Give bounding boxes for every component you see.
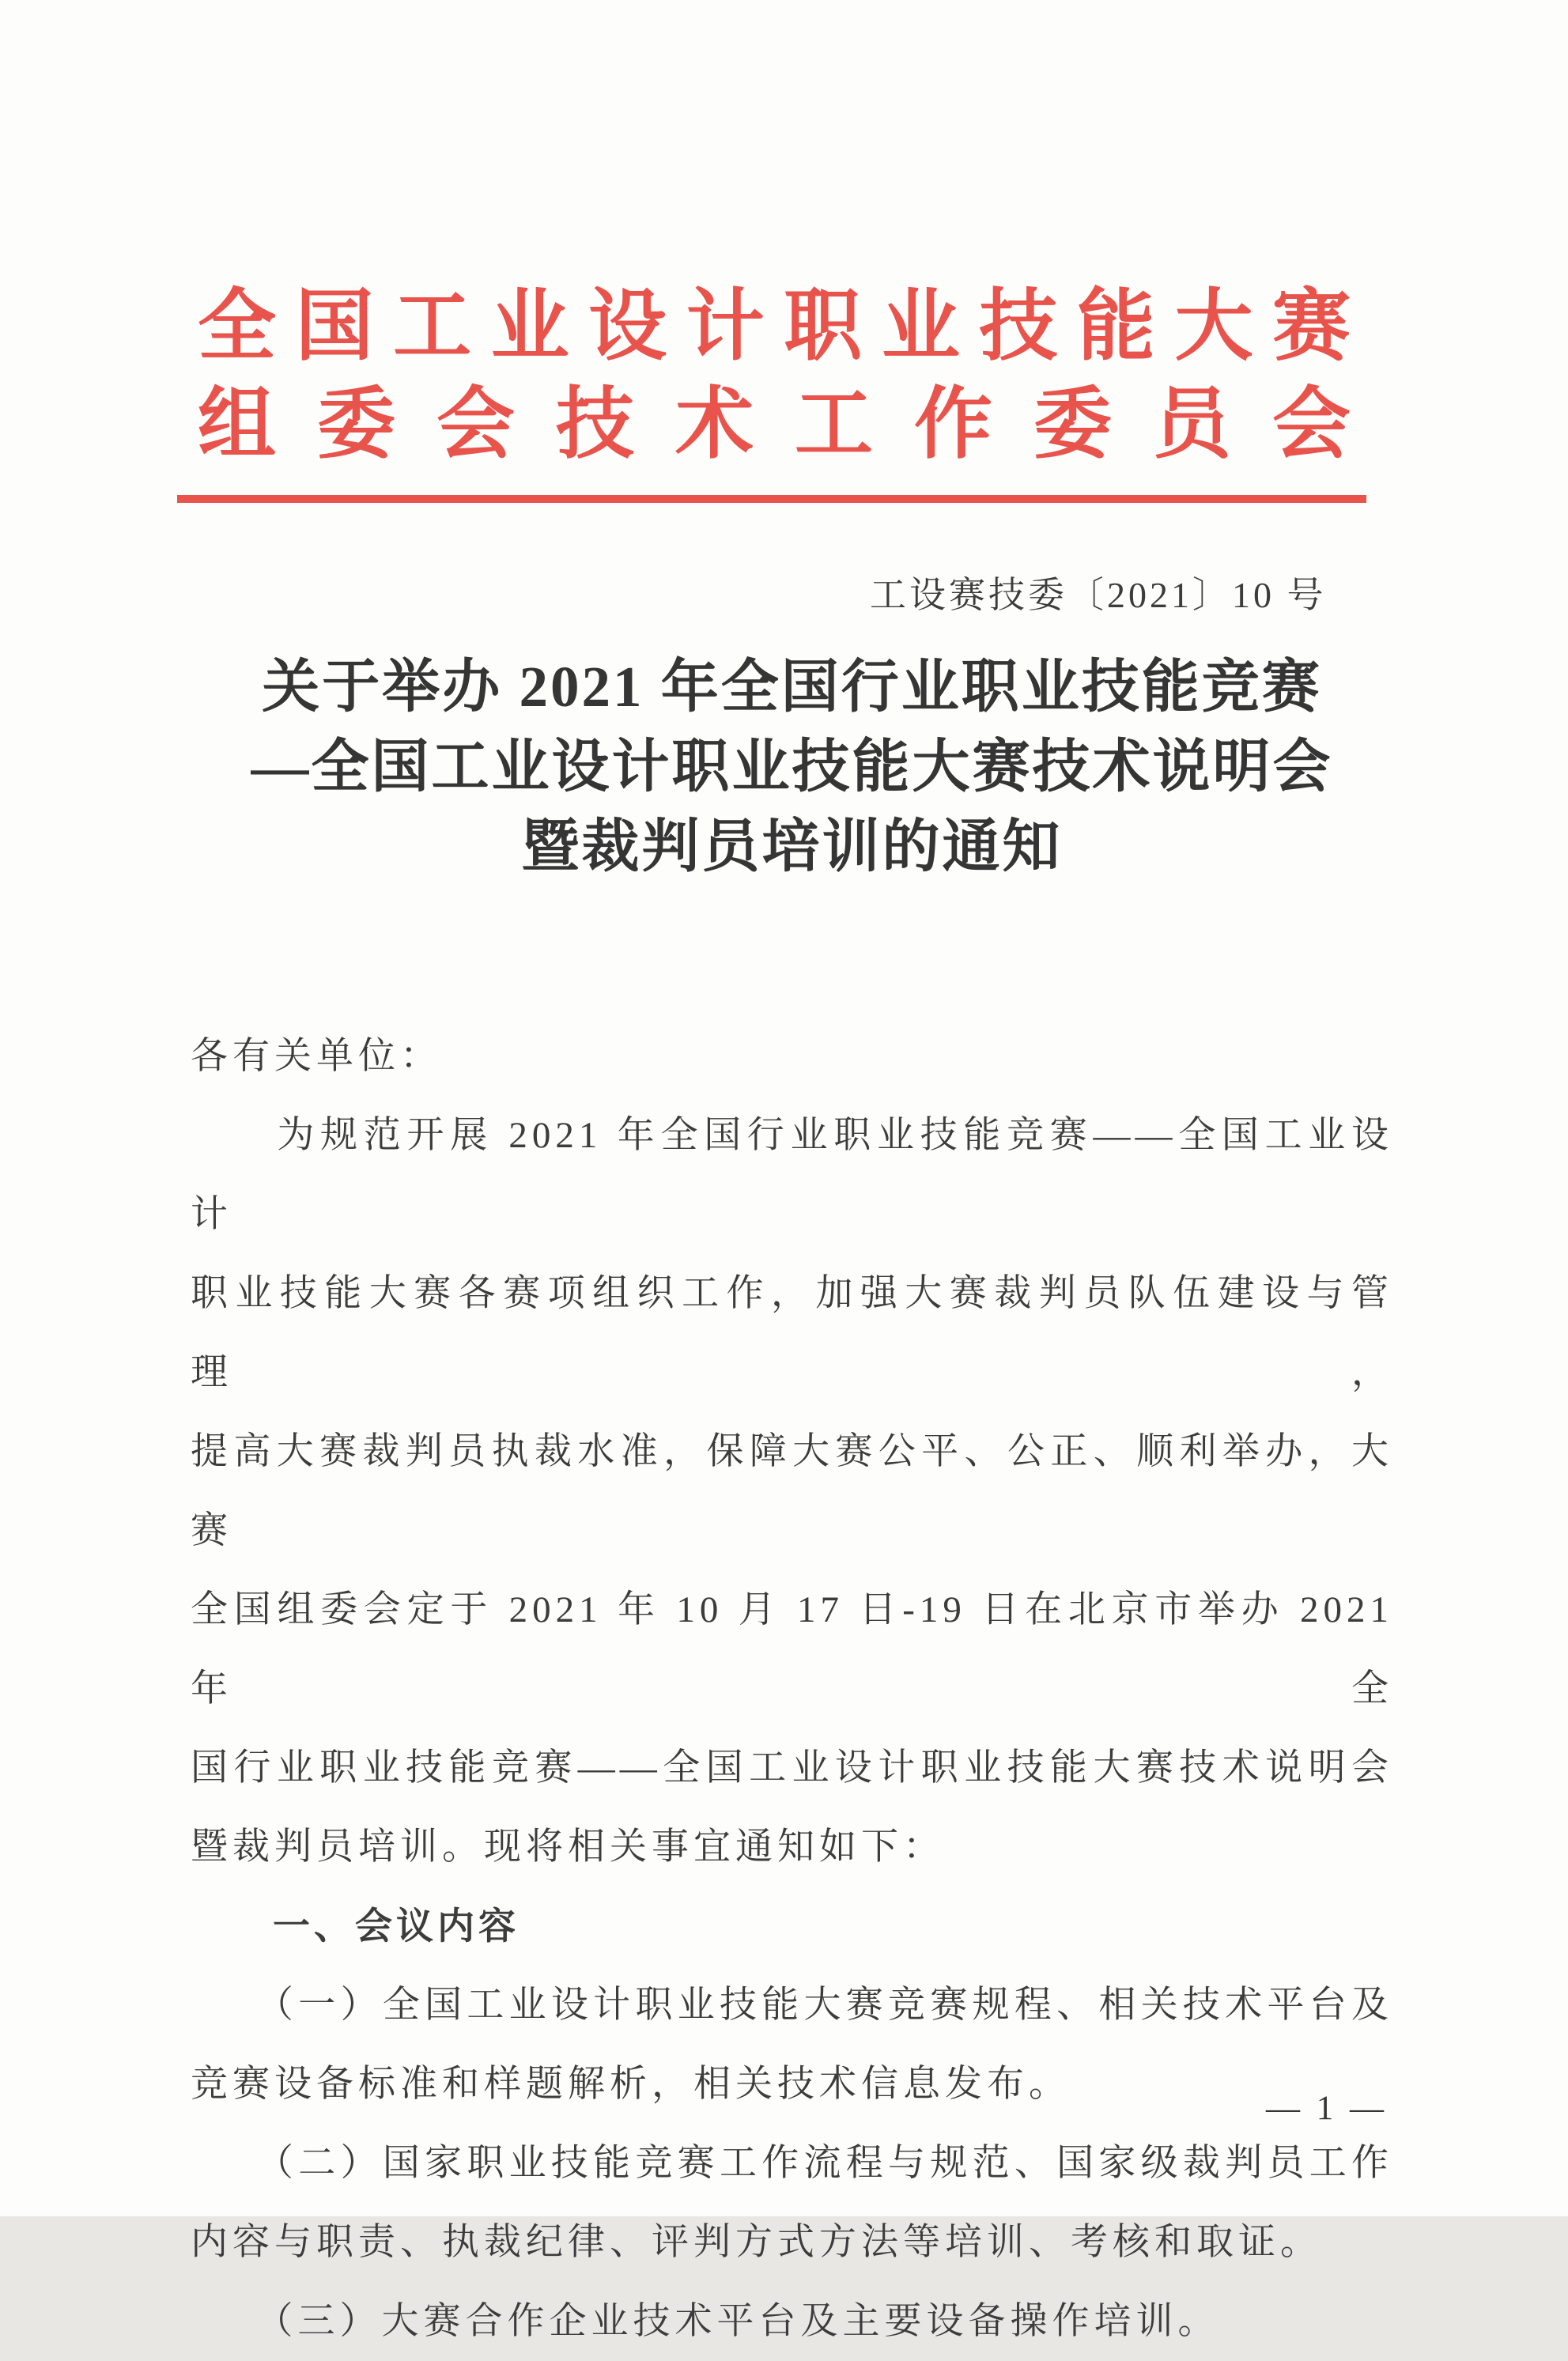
page-number: — 1 — [1266, 2090, 1388, 2127]
document-number: 工设赛技委〔2021〕10 号 [870, 575, 1327, 615]
section-heading: 一、会议内容 [191, 1905, 520, 1947]
body-line: （三）大赛合作企业技术平台及主要设备操作培训。 [191, 2301, 1220, 2342]
subject-title-line3: 暨裁判员培训的通知 [521, 814, 1063, 878]
salutation: 各有关单位： [191, 1036, 442, 1077]
subject-title-line2: —全国工业设计职业技能大赛技术说明会 [251, 735, 1333, 799]
subject-title-line1: 关于举办 2021 年全国行业职业技能竞赛 [262, 655, 1322, 719]
body-line: 竞赛设备标准和样题解析，相关技术信息发布。 [191, 2064, 1071, 2105]
letterhead-line1: 全国工业设计职业技能大赛 [198, 284, 1351, 370]
body-line: 全国组委会定于 2021 年 10 月 17 日-19 日在北京市举办 2021 年全 [191, 1589, 1393, 1709]
letterhead [198, 278, 1351, 474]
letterhead-line2: 组委会技术工作委员会 [198, 382, 1351, 468]
body-line: 暨裁判员培训。现将相关事宜通知如下： [191, 1826, 945, 1868]
body-line: 为规范开展 2021 年全国行业职业技能竞赛——全国工业设计 [191, 1115, 1393, 1235]
body-line: 提高大赛裁判员执裁水准，保障大赛公平、公正、顺利举办，大赛 [191, 1431, 1393, 1551]
subject-title [191, 647, 1393, 886]
body-text [191, 1017, 1393, 2361]
body-line: （一）全国工业设计职业技能大赛竞赛规程、相关技术平台及 [191, 1985, 1393, 2026]
letterhead-divider-rule [177, 495, 1366, 503]
body-line: 职业技能大赛各赛项组织工作，加强大赛裁判员队伍建设与管理， [191, 1273, 1393, 1393]
body-line: 国行业职业技能竞赛——全国工业设计职业技能大赛技术说明会 [191, 1747, 1393, 1789]
body-line: 内容与职责、执裁纪律、评判方式方法等培训、考核和取证。 [191, 2222, 1322, 2263]
body-line: （二）国家职业技能竞赛工作流程与规范、国家级裁判员工作 [191, 2143, 1393, 2184]
